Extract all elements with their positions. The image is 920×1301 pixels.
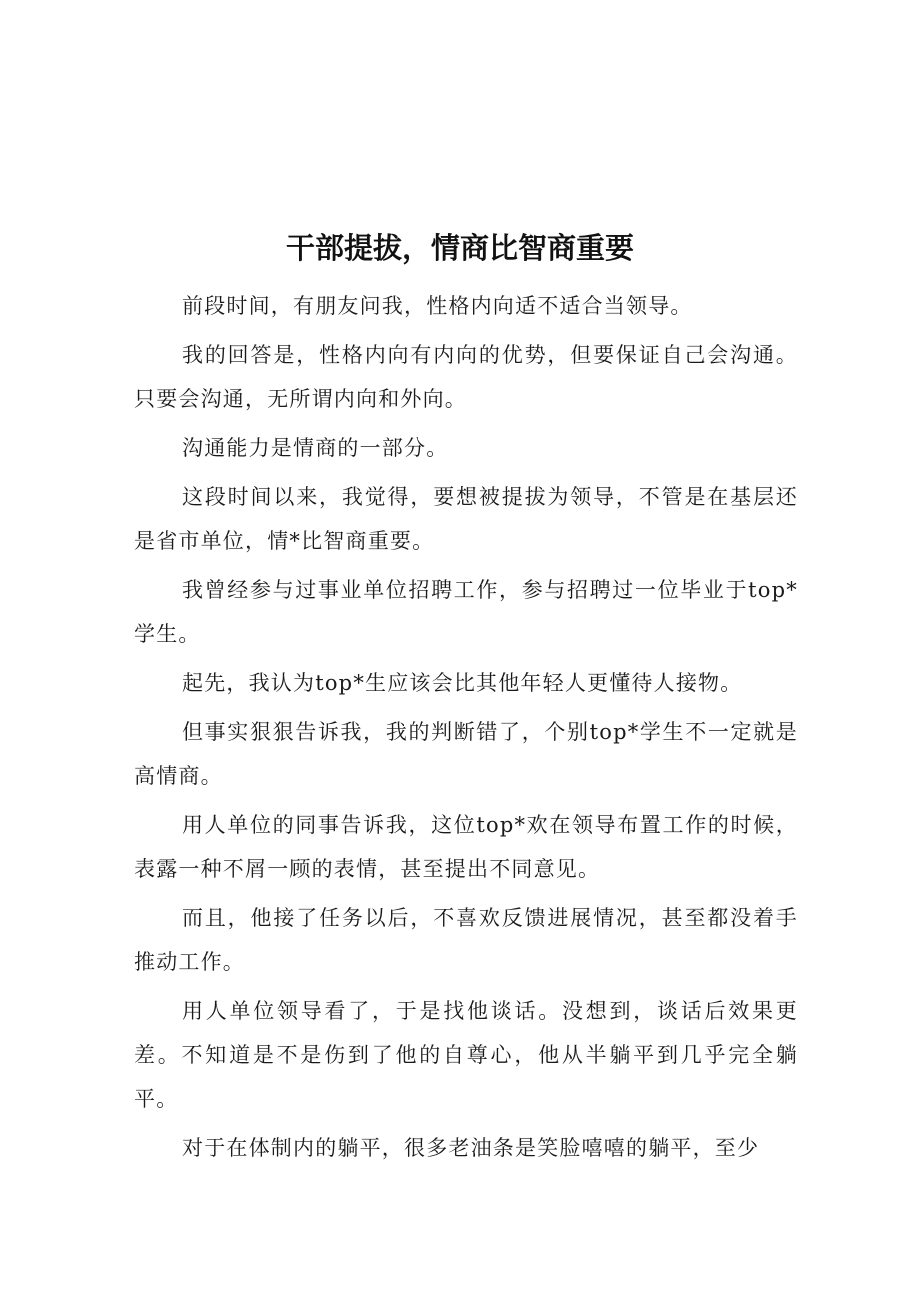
document-title: 干部提拔，情商比智商重要 [285, 231, 634, 265]
paragraph: 但事实狠狠告诉我，我的判断错了，个别top*学生不一定就是高情商。 [134, 720, 798, 788]
paragraph: 我的回答是，性格内向有内向的优势，但要保证自己会沟通。只要会沟通，无所谓内向和外向。 [134, 343, 798, 411]
paragraph: 而且，他接了任务以后，不喜欢反馈进展情况，甚至都没着手推动工作。 [134, 906, 798, 974]
paragraph: 起先，我认为top*生应该会比其他年轻人更懂待人接物。 [182, 671, 743, 695]
document-body [134, 284, 798, 1175]
paragraph: 沟通能力是情商的一部分。 [182, 436, 449, 460]
paragraph: 这段时间以来，我觉得，要想被提拔为领导，不管是在基层还是省市单位，情*比智商重要。 [134, 485, 798, 553]
paragraph: 我曾经参与过事业单位招聘工作，参与招聘过一位毕业于top*学生。 [134, 578, 798, 646]
paragraph: 用人单位领导看了，于是找他谈话。没想到，谈话后效果更差。不知道是不是伤到了他的自尊心，他从半躺平到几乎完全躺平。 [134, 999, 798, 1111]
paragraph: 前段时间，有朋友问我，性格内向适不适合当领导。 [182, 294, 693, 318]
paragraph: 用人单位的同事告诉我，这位top*欢在领导布置工作的时候，表露一种不屑一顾的表情，甚至提出不同意见。 [134, 813, 798, 881]
paragraph: 对于在体制内的躺平，很多老油条是笑脸嘻嘻的躺平，至少 [182, 1136, 760, 1160]
